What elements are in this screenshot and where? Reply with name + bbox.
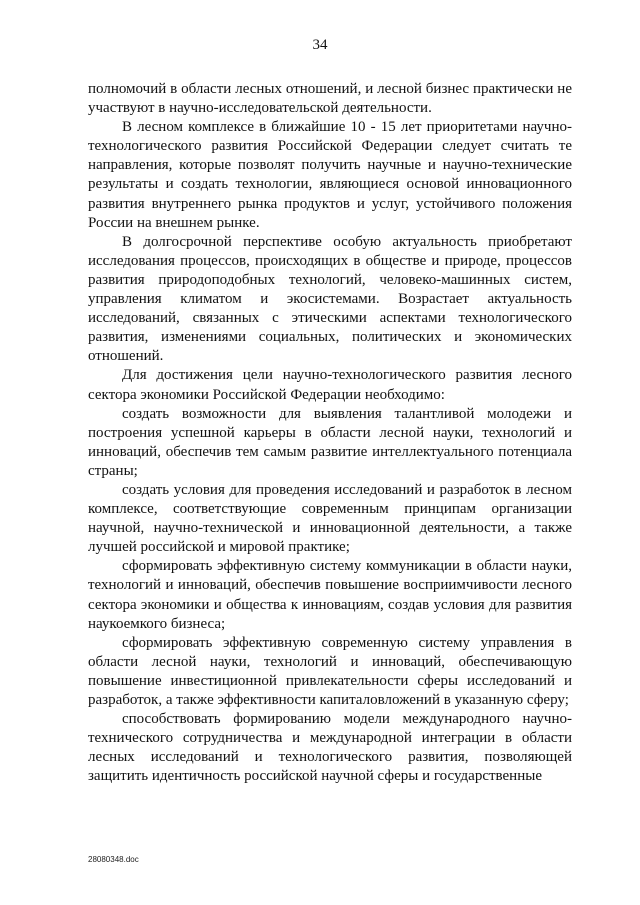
paragraph-priorities: В лесном комплексе в ближайшие 10 - 15 лет приоритетами научно-технологического развития Российской Федерации следует считать те направления, которые позволят получить научные и научно-технические результаты и создать технологии, являющиеся основой инновационного развития внутреннего рынка продуктов и услуг, устойчивого положения России на внешнем рынке. [88, 119, 572, 231]
list-item-research-conditions: создать условия для проведения исследований и разработок в лесном комплексе, соответствующие современным принципам организации научной, научно-технической и инновационной деятельности, а также лучшей российской и мировой практике; [88, 481, 572, 556]
paragraph-continuation: полномочий в области лесных отношений, и лесной бизнес практически не участвуют в научно-исследовательской деятельности. [88, 81, 572, 117]
list-item-youth: создать возможности для выявления талантливой молодежи и построения успешной карьеры в области лесной науки, технологий и инноваций, обеспечив тем самым развитие интеллектуального потенциала страны; [88, 405, 572, 479]
paragraph-goal-intro: Для достижения цели научно-технологического развития лесного сектора экономики Российской Федерации необходимо: [88, 367, 572, 403]
paragraph-long-term: В долгосрочной перспективе особую актуальность приобретают исследования процессов, происходящих в обществе и природе, процессов развития природоподобных технологий, человеко-машинных систем, управления климатом и экосистемами. Возрастает актуальность исследований, связанных с этическими аспектами технологического развития, изменениями социальных, политических и экономических отношений. [88, 233, 572, 365]
file-name-footer: 28080348.doc [88, 855, 139, 864]
page-number: 34 [312, 37, 328, 53]
list-item-management: сформировать эффективную современную систему управления в области лесной науки, технологий и инноваций, обеспечивающую повышение инвестиционной привлекательности сферы исследований и разработок, а также эффективности капиталовложений в указанную сферу; [88, 634, 572, 708]
list-item-communication: сформировать эффективную систему коммуникации в области науки, технологий и инноваций, обеспечив повышение восприимчивости лесного сектора экономики и общества к инновациям, создав условия для развития наукоемкого бизнеса; [88, 558, 572, 632]
document-body [88, 80, 572, 786]
list-item-international: способствовать формированию модели международного научно-технического сотрудничества и международной интеграции в области лесных исследований и технологического развития, позволяющей защитить идентичность российской научной сферы и государственные [88, 711, 572, 785]
